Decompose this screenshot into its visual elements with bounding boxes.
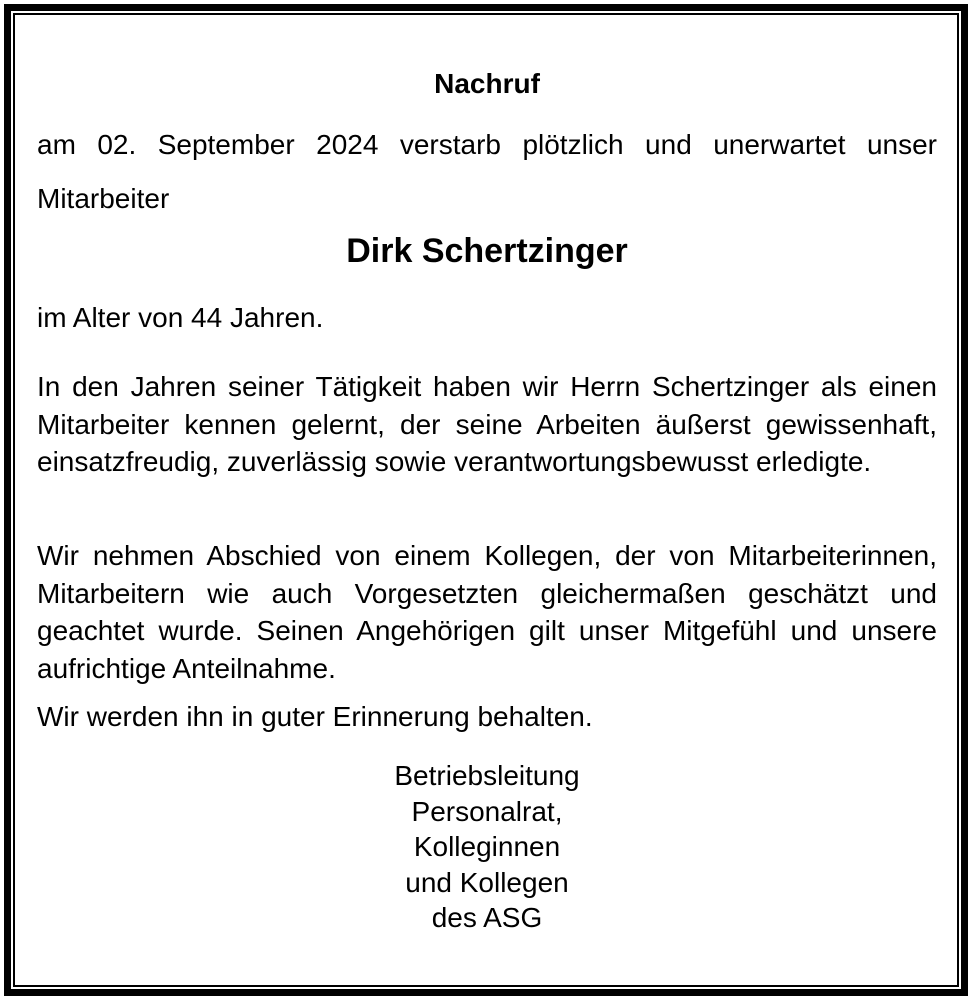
signature-block [37, 758, 937, 936]
age-line: im Alter von 44 Jahren. [37, 302, 324, 333]
signature-line: und Kollegen [405, 866, 569, 898]
signature-line: Betriebsleitung [394, 760, 580, 791]
notice-title: Nachruf [434, 68, 540, 99]
intro-line-1: am 02. September 2024 verstarb plötzlich und unerwartet unser [37, 129, 937, 160]
intro-line-2: Mitarbeiter [37, 183, 170, 214]
paragraph-farewell: Wir nehmen Abschied von einem Kollegen, der von Mitarbeiterinnen, Mitarbeitern wie auch Vorgesetzten gleichermaßen geschätzt und geachtet wurde. Seinen Angehörigen gilt unser Mitgefühl und unsere aufrichtige Anteilnahme. [37, 540, 937, 684]
intro-text [37, 118, 937, 226]
deceased-name: Dirk Schertzinger [346, 232, 628, 270]
paragraph-remembrance: Wir werden ihn in guter Erinnerung behalten. [37, 701, 593, 732]
signature-line: Personalrat, [411, 795, 563, 827]
paragraph-tribute: In den Jahren seiner Tätigkeit haben wir Herrn Schertzinger als einen Mitarbeiter kennen gelernt, der seine Arbeiten äußerst gewissenhaft, einsatzfreudig, zuverlässig sowie verantwortungsbewusst erledigte. [37, 371, 937, 477]
signature-line: Kolleginnen [413, 831, 561, 862]
signature-line: des ASG [431, 902, 543, 933]
